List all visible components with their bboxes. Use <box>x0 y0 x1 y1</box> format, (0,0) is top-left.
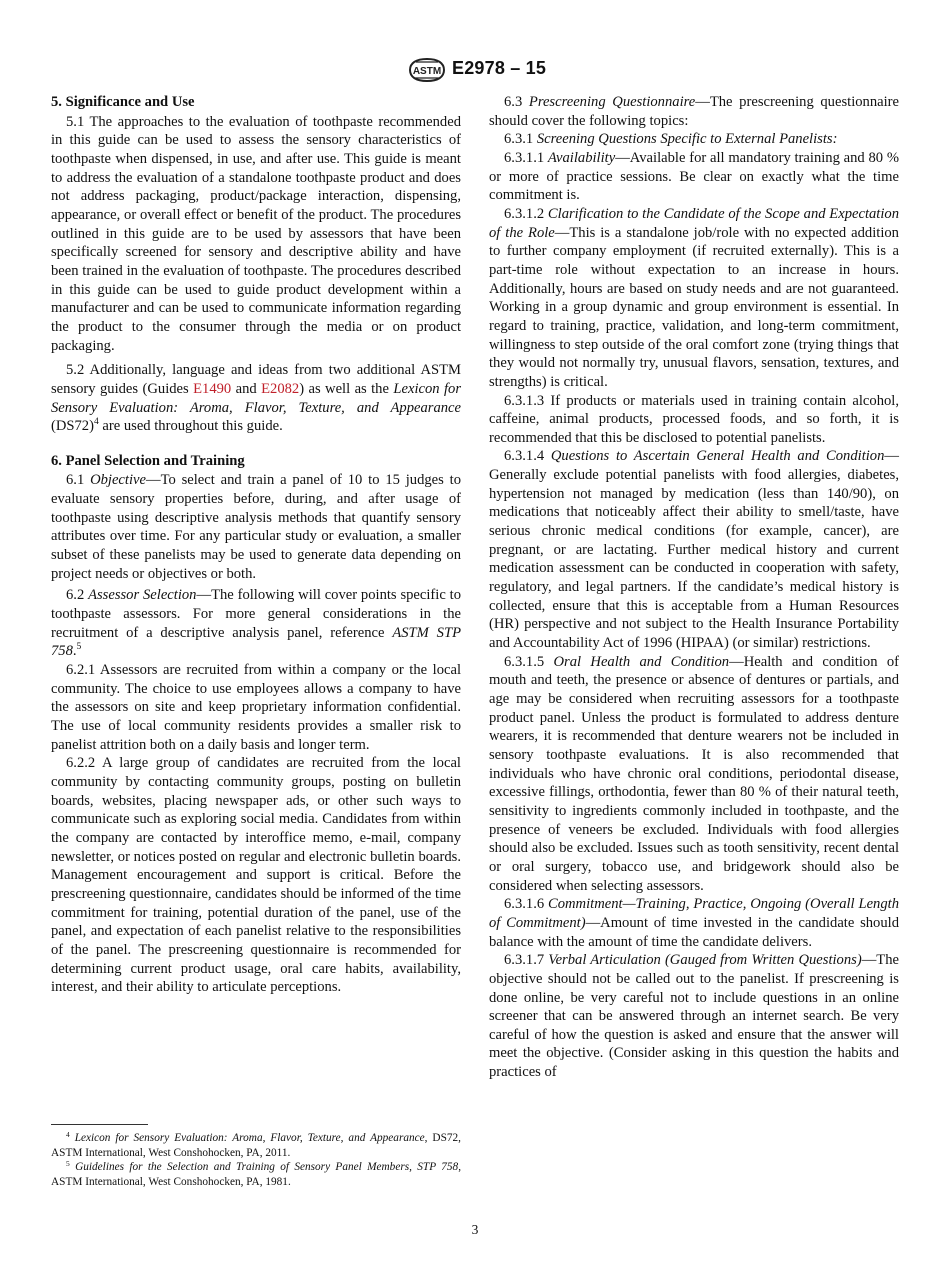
page-number: 3 <box>471 1222 479 1237</box>
footnote-5-marker: 5 <box>66 1159 70 1169</box>
p6-3-1-7-number: 6.3.1.7 <box>504 952 549 969</box>
p6-2-period: . <box>72 643 77 660</box>
p6-1-text: —To select and train a panel of 10 to 15 judges to evaluate sensory properties before, during, and after usage of toothpaste using descriptive analysis methods that quantify sensory attributes over time. For any particular study or evaluation, a smaller subset of these panelists may be used to generate data depending on project needs or objectives or both. <box>51 472 462 582</box>
p6-3-1-7-text: —The objective should not be called out to the panelist. If prescreening is done online, be very careful not to include questions in an online screener that can be answered through an internet search. Be very careful of how the question is asked and ensure that the answer will meet the objective. (Consider asking in this question the habits and practices of <box>489 952 899 1081</box>
footnotes <box>51 1131 461 1189</box>
p6-3-1-7-title: Verbal Articulation (Gauged from Written Questions) <box>548 952 862 969</box>
section-6-heading: 6. Panel Selection and Training <box>51 452 245 469</box>
p6-3-1-number: 6.3.1 <box>504 131 537 148</box>
right-column <box>489 93 899 1082</box>
p5-2-text-e: are used throughout this guide. <box>98 418 283 435</box>
standard-number: E2978 – 15 <box>452 58 547 78</box>
p6-3-1-4-number: 6.3.1.4 <box>504 448 551 465</box>
p6-3-title: Prescreening Questionnaire <box>528 94 696 110</box>
footnote-ref-4[interactable]: 4 <box>93 417 99 428</box>
p6-1-number: 6.1 <box>66 472 91 489</box>
p5-2-text-a: 5.2 Additionally, language and ideas from two additional ASTM sensory guides (Guides <box>51 362 461 397</box>
p6-3-1-2-title: Clarification to the Candidate of the Scope and Expectation of the Role <box>489 205 900 241</box>
footnote-4-title: Lexicon for Sensory Evaluation: Aroma, Flavor, Texture, and Appearance <box>74 1132 425 1144</box>
paragraph-6-2 <box>51 586 461 661</box>
p5-2-text-c: ) as well as the <box>299 380 394 397</box>
paragraph-6-2-1: 6.2.1 Assessors are recruited from within a company or the local community. The choice to use employees allows a company to have the assessors on site and keep proprietary information confidential. The use of local community residents provides a smaller risk to panelist attrition both on a daily basis and longer term. <box>51 662 461 753</box>
paragraph-6-3-1-3: 6.3.1.3 If products or materials used in training contain alcohol, caffeine, animal products, processed foods, and so forth, it is recommended that this be disclosed to potential panelists. <box>489 392 899 446</box>
p6-3-1-1-number: 6.3.1.1 <box>504 149 548 166</box>
p6-3-1-6-text: —Amount of time invested in the candidate should balance with the amount of time the candidate delivers. <box>489 914 899 950</box>
p6-3-1-title: Screening Questions Specific to External Panelists: <box>536 131 838 148</box>
paragraph-6-1 <box>51 471 461 583</box>
p6-3-1-2-number: 6.3.1.2 <box>504 205 548 222</box>
p5-2-text-d: (DS72) <box>51 418 94 435</box>
p6-3-1-4-title: Questions to Ascertain General Health and Condition <box>550 448 885 465</box>
p6-3-number: 6.3 <box>504 94 529 110</box>
p6-2-stp-reference: ASTM STP 758 <box>51 624 461 660</box>
paragraph-6-3-1-6 <box>489 895 899 951</box>
left-column <box>51 93 461 997</box>
paragraph-6-2-2: 6.2.2 A large group of candidates are recruited from the local community by contacting community groups, posting on bulletin boards, websites, placing newspaper ads, or other such ways to communicate such as exploring social media. Candidates from within the company are contacted by interoffice memo, e-mail, company newsletter, or notices posted on regular and electronic bulletin boards. Management encouragement and support is critical. Before the prescreening questionnaire, candidates should be informed of the time commitment for training, potential duration of the panel, use of the panel, and expectation of each panelist relative to the responsibilities of the panel. The prescreening questionnaire is recommended for determining current product usage, oral care habits, availability, interest, and their ability to articulate perceptions. <box>51 755 461 996</box>
paragraph-5-2 <box>51 361 461 436</box>
paragraph-6-3-1-7 <box>489 951 899 1082</box>
footnote-4-marker: 4 <box>66 1130 70 1139</box>
p6-3-1-1-text: —Available for all mandatory training and 80 % or more of practice sessions. Be clear on exactly what the time commitment is. <box>489 149 899 204</box>
paragraph-6-3-1-2 <box>489 205 899 392</box>
p6-2-number: 6.2 <box>66 587 89 604</box>
link-e1490[interactable]: E1490 <box>193 380 232 397</box>
paragraph-5-1: 5.1 The approaches to the evaluation of toothpaste recommended in this guide can be used to assess the sensory characteristics of toothpaste when dispensed, in use, and after use. This guide is meant to address the evaluation of a standalone toothpaste product and does not address packaging, product/package interaction, dispensing, appearance, or overall effect or benefit of the product. The procedures outlined in this guide are to be used by assessors that have been specifically screened for sensory and descriptive ability and have been trained in the evaluation of toothpaste. The procedures described in this guide can be used to guide product development within a manufacturer and can be used to communicate information regarding the product to the consumer through the media or on product packaging. <box>51 113 461 354</box>
footnote-5 <box>51 1160 461 1189</box>
footnote-divider <box>51 1124 148 1125</box>
p5-2-lexicon-title: Lexicon for Sensory Evaluation: Aroma, Flavor, Texture, and Appearance <box>51 380 462 416</box>
footnote-5-text: , ASTM International, West Conshohocken, PA, 1981. <box>51 1161 462 1188</box>
paragraph-6-3-1-4 <box>489 447 899 652</box>
paragraph-6-3-1-5 <box>489 653 899 896</box>
p6-2-text: —The following will cover points specific to toothpaste assessors. For more general considerations in the recruitment of a descriptive analysis panel, reference <box>51 587 461 641</box>
paragraph-6-3-1-1 <box>489 149 899 205</box>
astm-logo-graphic <box>407 57 447 83</box>
p6-3-1-6-number: 6.3.1.6 <box>504 896 548 913</box>
p5-2-text-b: and <box>231 380 262 397</box>
p6-3-1-4-text: —Generally exclude potential panelists with food allergies, diabetes, hypertension not managed by medication (less than 140/90), on medications that noticeably affect their ability to smell/taste, have serious chronic medical conditions (for example, cancer), are pregnant, or are lactating. Further medical history and current medication assessment can be conducted in cooperation with safety, regulatory, and legal partners. If the candidate’s medical history is collected, ensure that this is acceptable from a Human Resources (HR) perspective and not subject to the Health Insurance Portability and Accountability Act of 1996 (HIPAA) (or similar) restrictions. <box>489 448 899 652</box>
astm-logo-icon <box>407 57 447 83</box>
paragraph-6-3 <box>489 93 899 130</box>
p6-1-title: Objective <box>90 472 146 489</box>
p6-3-text: —The prescreening questionnaire should cover the following topics: <box>489 94 900 129</box>
section-5-heading: 5. Significance and Use <box>51 94 195 110</box>
p6-3-1-5-text: —Health and condition of mouth and teeth, the presence or absence of dentures or partials, and age may be considered when recruiting assessors for a toothpaste product panel. Unless the product is formulated to address denture wearers, it is recommended that denture wearers not be included in sensory toothpaste evaluations. It is also recommended that individuals who have chronic oral conditions, periodontal disease, excessive fillings, orthodontia, fewer than 80 % of their natural teeth, sensitivity to ingredients commonly included in toothpaste, and the presence of veneers be excluded. Individuals with food allergies should also be excluded. Issues such as tooth sensitivity, recent dental or oral surgery, tobacco use, and bridgework should also be considered when selecting assessors. <box>489 653 900 894</box>
p6-3-1-5-title: Oral Health and Condition <box>553 653 730 670</box>
footnote-4 <box>51 1131 461 1160</box>
logo-text: ASTM <box>412 66 442 77</box>
link-e2082[interactable]: E2082 <box>261 380 300 397</box>
footnote-4-text: , DS72, ASTM International, West Conshohocken, PA, 2011. <box>51 1132 461 1159</box>
p6-2-title: Assessor Selection <box>88 587 197 604</box>
p6-3-1-6-title: Commitment—Training, Practice, Ongoing (Overall Length of Commitment) <box>489 896 900 931</box>
paragraph-6-3-1 <box>489 130 899 149</box>
p6-3-1-2-text: —This is a standalone job/role with no expected addition to further company employment (if recruited externally). This is a part-time role without expectation to an increase in hours. Additionally, hours are based on study needs and are not guaranteed. Working in a group dynamic and group environment is essential. In regard to training, practice, validation, and long-term commitment, willingness to step outside of the oral comfort zone (trying things that they would not normally try, unusual flavors, sensation, textures, and strengths) is critical. <box>489 224 899 390</box>
footnote-5-title: Guidelines for the Selection and Training of Sensory Panel Members, STP 758 <box>75 1161 459 1174</box>
footnote-ref-5[interactable]: 5 <box>76 642 82 653</box>
p6-3-1-5-number: 6.3.1.5 <box>504 653 554 670</box>
p6-3-1-1-title: Availability <box>547 149 616 166</box>
